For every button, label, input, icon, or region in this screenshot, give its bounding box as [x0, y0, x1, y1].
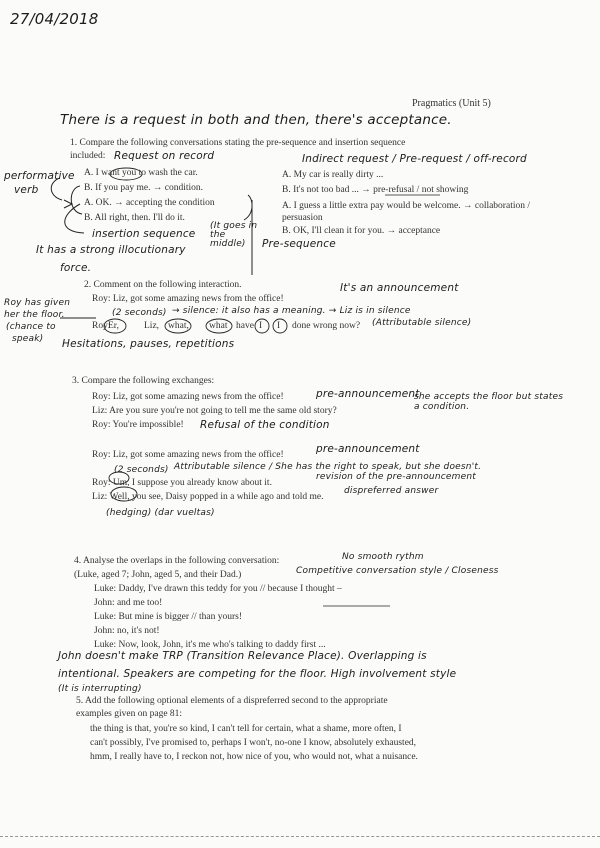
q4-context: (Luke, aged 7; John, aged 5, and their Dad.) [74, 570, 242, 580]
q2-filler-4: what [209, 321, 228, 331]
q3-ex2-hedging-note: (hedging) (dar vueltas) [106, 508, 215, 518]
q1-margin-note-1: performative [4, 170, 75, 182]
q3-ex2-line-1: Roy: Liz, got some amazing news from the office! [92, 450, 284, 460]
q2-margin-4: speak) [12, 334, 44, 344]
q1-insertion-note: insertion sequence [92, 228, 196, 240]
q3-ex2-dispreferred-note: dispreferred answer [344, 486, 439, 496]
q4-line-4: John: no, it's not! [94, 626, 160, 636]
q2-filler-7: I [277, 321, 281, 331]
q3-ex1-line-2: Liz: Are you sure you're not going to tell me the same old story? [92, 406, 337, 416]
q2-margin-3: (chance to [6, 322, 56, 332]
q2-line-1: Roy: Liz, got some amazing news from the office! [92, 294, 284, 304]
q3-ex2-line-3: Roy: Um, I suppose you already know about it. [92, 478, 272, 488]
q1-middle-note: (It goes in the middle) [210, 221, 258, 249]
q2-margin-1: Roy has given [4, 298, 71, 308]
q2-line-2-end: done wrong now? [292, 321, 361, 331]
q3-ex2-revision-note: revision of the pre-announcement [316, 472, 476, 482]
q1-pre-sequence-note: Pre-sequence [262, 238, 336, 250]
q1-left-line-4: B. All right, then. I'll do it. [84, 213, 185, 223]
q3-ex1-line-1: Roy: Liz, got some amazing news from the office! [92, 392, 284, 402]
q2-filler-5: have [236, 321, 254, 331]
q4-line-1: Luke: Daddy, I've drawn this teddy for you // because I thought – [94, 584, 342, 594]
q1-prompt-line2: included: [70, 151, 106, 161]
q1-left-line-1: A. I want you to wash the car. [84, 168, 198, 178]
q4-analysis-3: (It is interrupting) [58, 684, 142, 694]
q1-force-note-2: force. [60, 262, 92, 274]
q3-ex2-pre-note: pre-announcement [316, 443, 420, 455]
q1-right-line-3: A. I guess a little extra pay would be welcome. → collaboration / persuasion [282, 201, 530, 223]
q5-prompt-line1: 5. Add the following optional elements of a dispreferred second to the appropriate [76, 696, 388, 706]
q1-right-line-4: B. OK, I'll clean it for you. → acceptance [282, 226, 441, 236]
q4-analysis-2: intentional. Speakers are competing for the floor. High involvement style [58, 668, 457, 680]
q4-analysis-1: John doesn't make TRP (Transition Relevance Place). Overlapping is [58, 650, 427, 662]
q3-ex1-line-3: Roy: You're impossible! [92, 420, 184, 430]
q2-pause: (2 seconds) [112, 308, 167, 318]
q3-ex2-pause: (2 seconds) [114, 465, 169, 475]
q3-ex2-attrib-note: Attributable silence / She has the right to speak, but she doesn't. [174, 462, 482, 472]
q4-line-5: Luke: Now, look, John, it's me who's talking to daddy first ... [94, 640, 326, 650]
q1-left-line-2: B. If you pay me. → condition. [84, 183, 203, 193]
q5-prompt-line2: examples given on page 81: [76, 709, 183, 719]
q1-left-line-3: A. OK. → accepting the condition [84, 198, 215, 208]
q1-right-line-2: B. It's not too bad ... → pre-refusal / not showing [282, 185, 469, 195]
q3-prompt: 3. Compare the following exchanges: [72, 376, 215, 386]
q4-line-3: Luke: But mine is bigger // than yours! [94, 612, 243, 622]
q2-announcement-note: It's an announcement [340, 282, 459, 294]
q4-line-2: John: and me too! [94, 598, 163, 608]
q3-ex1-accepts-note: she accepts the floor but states a condition. [414, 392, 564, 412]
q2-filler-3: what, [168, 321, 189, 331]
q5-body-line3: hmm, I really have to, I reckon not, how nice of you, who would not, what a nuisance. [90, 752, 418, 762]
q2-line-2-speaker: Roy: [92, 321, 111, 331]
q3-ex2-line-4: Liz: Well, you see, Daisy popped in a while ago and told me. [92, 492, 324, 502]
q2-attrib-note: (Attributable silence) [372, 318, 472, 328]
q2-margin-2: her the floor. [4, 310, 65, 320]
q2-prompt: 2. Comment on the following interaction. [84, 280, 242, 290]
q5-body-line2: can't possibly, I've promised to, perhaps I won't, no-one I know, absolutely exhausted, [90, 738, 417, 748]
q1-label-left: Request on record [114, 150, 215, 162]
page-bottom-edge [0, 836, 600, 838]
q1-prompt-line1: 1. Compare the following conversations stating the pre-sequence and insertion sequence [70, 138, 406, 148]
q1-label-right: Indirect request / Pre-request / off-record [302, 153, 527, 165]
q3-ex1-pre-note: pre-announcement [316, 388, 420, 400]
q1-margin-note-2: verb [14, 184, 39, 196]
q1-force-note-1: It has a strong illocutionary [36, 244, 186, 256]
top-note: There is a request in both and then, there's acceptance. [60, 112, 452, 128]
q2-silence-note: → silence: it also has a meaning. → Liz is in silence [172, 306, 411, 316]
q4-prompt: 4. Analyse the overlaps in the following conversation: [74, 556, 280, 566]
q5-body-line1: the thing is that, you're so kind, I can't tell for certain, what a shame, more often, I [90, 724, 402, 734]
q3-ex1-refusal-note: Refusal of the condition [200, 419, 330, 431]
q2-filler-2: Liz, [144, 321, 160, 331]
q2-hesitation-note: Hesitations, pauses, repetitions [62, 338, 235, 350]
q4-note-top: No smooth rythm [342, 552, 424, 562]
q4-style-note: Competitive conversation style / Closeness [296, 566, 499, 576]
q2-filler-6: I [259, 321, 263, 331]
q2-filler-1: Er, [108, 321, 119, 331]
q1-right-line-1: A. My car is really dirty ... [282, 170, 384, 180]
date-note: 27/04/2018 [10, 10, 99, 28]
course-title: Pragmatics (Unit 5) [412, 98, 491, 109]
